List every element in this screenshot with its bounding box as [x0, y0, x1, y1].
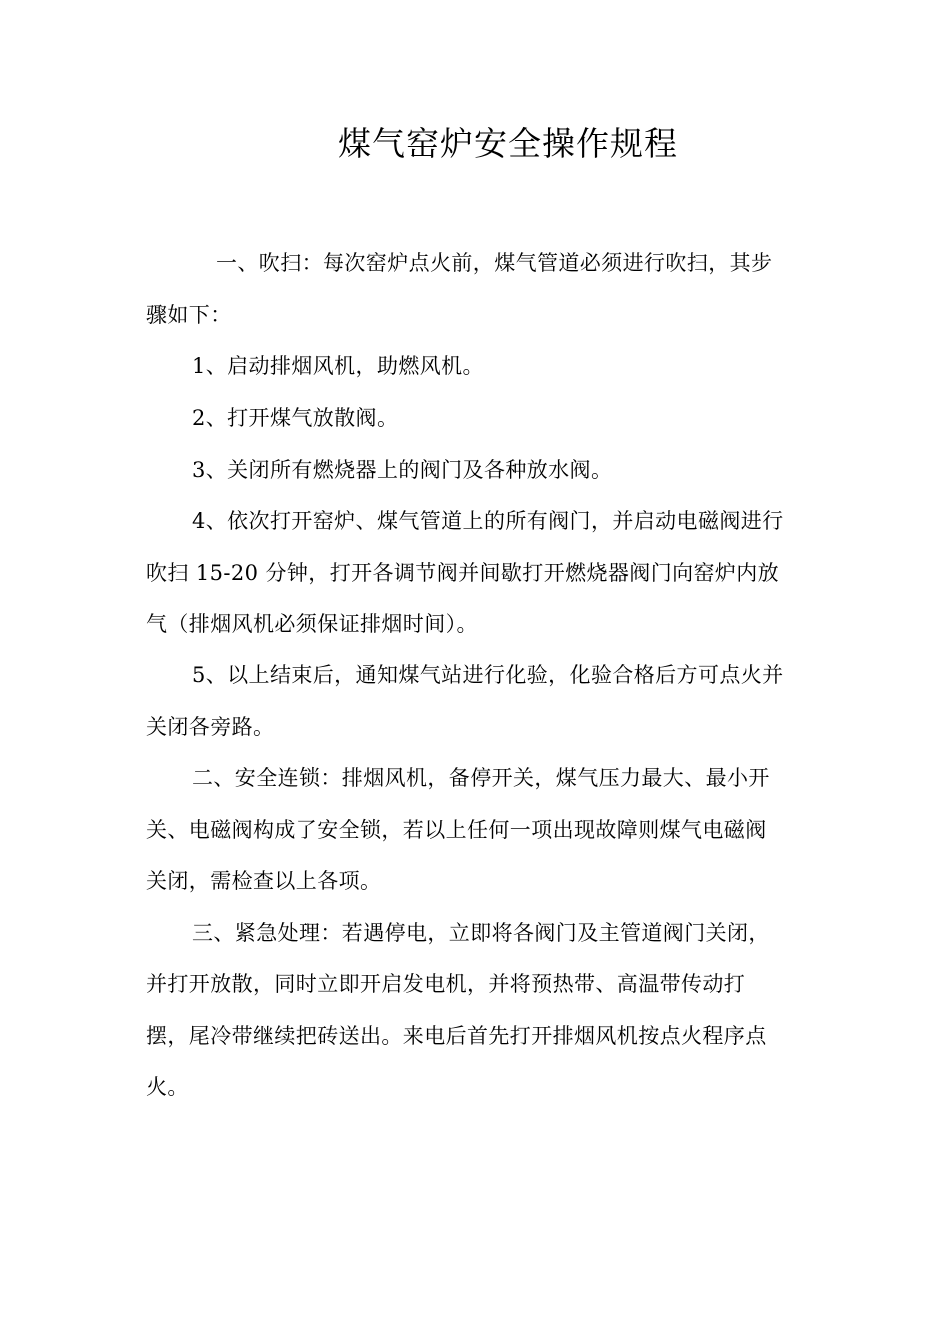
paragraph-line: 3、关闭所有燃烧器上的阀门及各种放水阀。 [192, 458, 613, 482]
paragraph-line: 并打开放散，同时立即开启发电机，并将预热带、高温带传动打 [146, 972, 746, 996]
paragraph-line: 1、启动排烟风机，助燃风机。 [192, 354, 484, 378]
paragraph-line: 关、电磁阀构成了安全锁，若以上任何一项出现故障则煤气电磁阀 [146, 818, 767, 842]
paragraph-line: 摆，尾冷带继续把砖送出。来电后首先打开排烟风机按点火程序点 [146, 1024, 767, 1048]
document-title: 煤气窑炉安全操作规程 [338, 124, 678, 163]
paragraph-line: 二、安全连锁：排烟风机，备停开关，煤气压力最大、最小开 [192, 766, 770, 790]
paragraph-line: 关闭，需检查以上各项。 [146, 869, 382, 893]
paragraph-line: 骤如下： [146, 303, 232, 327]
paragraph-line: 5、以上结束后，通知煤气站进行化验，化验合格后方可点火并 [192, 663, 784, 687]
paragraph-line: 火。 [146, 1075, 189, 1099]
paragraph-line: 关闭各旁路。 [146, 715, 275, 739]
paragraph-line: 一、吹扫：每次窑炉点火前，煤气管道必须进行吹扫，其步 [216, 251, 773, 275]
paragraph-line: 4、依次打开窑炉、煤气管道上的所有阀门，并启动电磁阀进行 [192, 509, 784, 533]
paragraph-line: 三、紧急处理：若遇停电，立即将各阀门及主管道阀门关闭， [192, 921, 770, 945]
paragraph-line: 吹扫 15-20 分钟，打开各调节阀并间歇打开燃烧器阀门向窑炉内放 [146, 561, 780, 585]
paragraph-line: 2、打开煤气放散阀。 [192, 406, 399, 430]
paragraph-line: 气（排烟风机必须保证排烟时间）。 [146, 612, 478, 636]
